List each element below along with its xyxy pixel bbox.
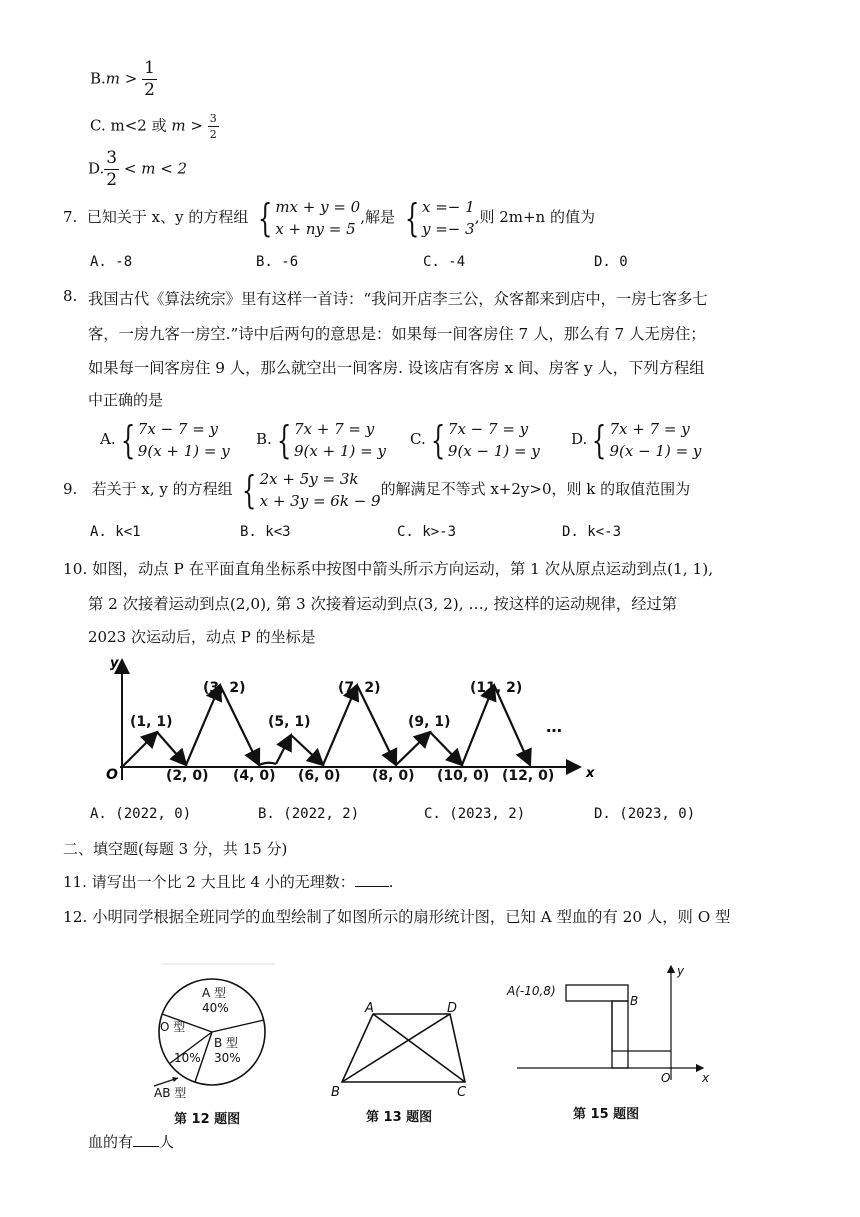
q10-option-a: A. (2022, 0): [90, 806, 192, 822]
fig15-label-y: y: [677, 964, 685, 978]
q10-base-label: (2, 0): [166, 768, 209, 784]
q9-option-c: C. k>-3: [397, 524, 457, 540]
q11-answer-blank[interactable]: [355, 872, 389, 887]
q8-line-2: 客，一房九客一房空.”诗中后两句的意思是：如果每一间客房住 7 人，那么有 7 人无房住；: [88, 325, 706, 343]
fig15-label-b: B: [630, 994, 639, 1008]
fig15-label-a: A(-10,8): [507, 984, 556, 998]
q10-option-d: D. (2023, 0): [594, 806, 696, 822]
fig12-b-label: B 型: [214, 1036, 239, 1050]
q10-y-label: y: [110, 656, 119, 671]
q10-origin-label: O: [106, 767, 118, 783]
fig12-b-pct: 30%: [214, 1051, 241, 1065]
fig12-ab-pct: 10%: [174, 1051, 201, 1065]
q12-continuation: 血的有 人: [88, 1133, 175, 1151]
fig12-ab-label: AB 型: [154, 1086, 187, 1100]
q7-solution: { x =− 1 y =− 3: [404, 196, 475, 240]
fig15-label-o: O: [661, 1071, 671, 1085]
q12-answer-blank[interactable]: [133, 1132, 159, 1147]
q6-option-d: D. $\frac{3}{2}$ < m < 2: [88, 148, 188, 190]
q8-option-d: D. { 7x + 7 = y 9(x − 1) = y: [571, 418, 702, 462]
fig13-caption: 第 13 题图: [366, 1110, 433, 1125]
question-7: 7. 已知关于 x、y 的方程组 { mx + y = 0 x + ny = 5 ,解是 { x =− 1 y =− 3 ,则 2m+n 的值为: [63, 196, 595, 240]
question-12: 12. 小明同学根据全班同学的血型绘制了如图所示的扇形统计图，已知 A 型血的有 20 人，则 O 型: [63, 908, 731, 926]
q7-option-c: C. -4: [423, 254, 466, 270]
q9-option-d: D. k<-3: [562, 524, 622, 540]
q8-number: 8.: [63, 287, 78, 305]
q10-peak-label: (9, 1): [408, 714, 451, 730]
q10-x-label: x: [586, 766, 595, 781]
q10-peak-label: (7, 2): [338, 680, 381, 696]
q10-peak-label: (1, 1): [130, 714, 173, 730]
section-2-heading: 二、填空题(每题 3 分，共 15 分): [63, 840, 288, 858]
q8-line-1: 我国古代《算法统宗》里有这样一首诗：“我问开店李三公，众客都来到店中，一房七客多七: [88, 290, 708, 308]
fig12-a-label: A 型: [202, 986, 227, 1000]
q6-option-b: B.m > $\frac{1}{2}$: [90, 58, 155, 100]
fig15-caption: 第 15 题图: [573, 1107, 640, 1122]
q8-line-3: 如果每一间客房住 9 人，那么就空出一间客房. 设该店有客房 x 间、房客 y 人，下列方程组: [88, 359, 705, 377]
q10-line-2: 第 2 次接着运动到点(2,0), 第 3 次接着运动到点(3, 2), …, 按这样的运动规律，经过第: [88, 595, 678, 613]
q6-option-c: C. m<2 或 m > $\frac{3}{2}$: [90, 112, 217, 141]
fig13-quadrilateral: [325, 1000, 475, 1100]
q10-option-b: B. (2022, 2): [258, 806, 360, 822]
q10-peak-label: (5, 1): [268, 714, 311, 730]
q8-option-a: A. { 7x − 7 = y 9(x + 1) = y: [100, 418, 230, 462]
q8-option-b: B. { 7x + 7 = y 9(x + 1) = y: [256, 418, 386, 462]
q7-option-b: B. -6: [256, 254, 299, 270]
q8-option-c: C. { 7x − 7 = y 9(x − 1) = y: [410, 418, 540, 462]
q10-base-label: (8, 0): [372, 768, 415, 784]
q10-base-label: (10, 0): [437, 768, 490, 784]
fig12-a-pct: 40%: [202, 1001, 229, 1015]
q7-option-a: A. -8: [90, 254, 133, 270]
q9-system: { 2x + 5y = 3k x + 3y = 6k − 9: [242, 468, 381, 512]
fig12-caption: 第 12 题图: [174, 1112, 241, 1127]
q7-option-d: D. 0: [594, 254, 628, 270]
q9-option-a: A. k<1: [90, 524, 141, 540]
q10-line-1: 10. 如图，动点 P 在平面直角坐标系中按图中箭头所示方向运动，第 1 次从原点运动到点(1, 1),: [63, 560, 714, 578]
fig12-pie-chart: [150, 960, 275, 1100]
q7-system: { mx + y = 0 x + ny = 5: [257, 196, 361, 240]
fig15-label-x: x: [702, 1071, 710, 1085]
q10-line-3: 2023 次运动后，动点 P 的坐标是: [88, 628, 316, 646]
q10-peak-label: (3, 2): [203, 680, 246, 696]
q10-peak-label: (11, 2): [470, 680, 523, 696]
q10-motion-graph: [100, 655, 605, 785]
question-11: 11. 请写出一个比 2 大且比 4 小的无理数： .: [63, 873, 394, 891]
q10-base-label: (12, 0): [502, 768, 555, 784]
q10-base-label: (4, 0): [233, 768, 276, 784]
fig13-label-b: B: [331, 1085, 340, 1100]
q10-base-label: (6, 0): [298, 768, 341, 784]
q10-option-c: C. (2023, 2): [424, 806, 526, 822]
question-9: 9. 若关于 x, y 的方程组 { 2x + 5y = 3k x + 3y = 6k − 9 的解满足不等式 x+2y>0，则 k 的取值范围为: [63, 468, 691, 512]
fig15-coordinate-figure: [505, 960, 720, 1090]
fig13-label-c: C: [457, 1085, 467, 1100]
q10-ellipsis: …: [546, 717, 562, 736]
fig13-label-a: A: [365, 1001, 374, 1016]
q8-line-4: 中正确的是: [88, 391, 164, 409]
fig13-label-d: D: [447, 1001, 458, 1016]
q9-option-b: B. k<3: [240, 524, 291, 540]
fig12-o-label: O 型: [160, 1020, 186, 1034]
